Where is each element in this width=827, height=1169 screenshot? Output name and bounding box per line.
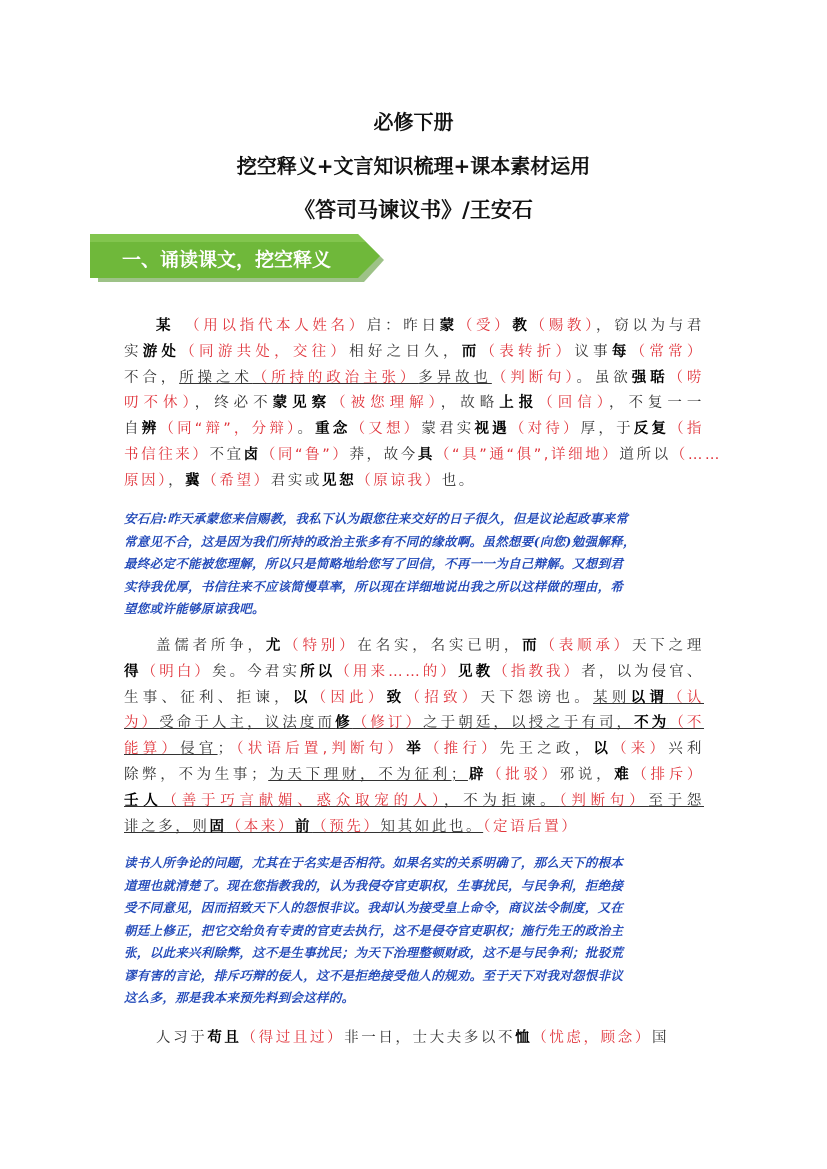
passage-line	[124, 686, 704, 712]
annotation-text: （判断句）	[491, 369, 577, 386]
passage-text: 知其如此也。	[380, 818, 484, 835]
annotation-text: 书信往来）	[124, 446, 210, 463]
translation-line: 读书人所争论的问题，尤其在于名实是否相符。如果名实的关系明确了，那么天下的根本	[124, 855, 624, 870]
keyword-text: 卤	[243, 446, 261, 463]
keyword-text: 上报	[499, 395, 539, 412]
passage-text: 至于怨	[648, 792, 704, 809]
keyword-text: 见教	[458, 663, 494, 680]
annotation-text: （来）	[612, 741, 669, 758]
keyword-text: 教	[512, 318, 531, 334]
keyword-text: 得	[124, 663, 142, 680]
keyword-text: 以	[593, 741, 613, 758]
passage-text: 多异故也	[418, 369, 492, 386]
annotation-text: 叨不休）	[124, 395, 195, 412]
passage-text: 。虽欲	[576, 369, 632, 386]
translation-paragraph-2	[124, 852, 709, 1010]
passage-text: 之于朝廷，以授之于有司，	[423, 715, 635, 732]
passage-text: 国	[651, 1030, 670, 1046]
passage-line	[124, 660, 704, 686]
passage-line	[124, 469, 704, 495]
passage-text: 天下之理	[631, 638, 704, 654]
translation-line: 道理也就清楚了。现在您指教我的，认为我侵夺官吏职权，生事扰民，与民争利，拒绝接	[124, 877, 624, 893]
annotation-text: （“具”通“俱”,详细地）	[434, 446, 620, 463]
annotation-text: （特别）	[284, 638, 358, 654]
passage-text: 道所以	[619, 446, 671, 463]
passage-text: ，终必不	[194, 395, 273, 412]
passage-text: ，故略	[440, 395, 500, 412]
keyword-text: 以	[292, 689, 312, 706]
annotation-text: （又想）	[350, 421, 422, 438]
keyword-text: 以谓	[630, 689, 669, 706]
passage-text: 者，以为侵官、	[581, 663, 704, 680]
passage-text: 。	[297, 421, 316, 438]
passage-line	[124, 366, 704, 392]
annotation-text: （指	[669, 421, 704, 438]
passage-line	[124, 443, 723, 469]
passage-text: 为天下理财，不为征利；	[268, 766, 468, 783]
passage-text: 人习于	[156, 1030, 208, 1046]
annotation-text: （希望）	[202, 472, 271, 489]
translation-line: 最终必定不能被您理解，所以只是简略地给您写了回信，不再一一为自己辩解。又想到君	[124, 556, 624, 571]
annotation-text: （认	[668, 689, 704, 706]
keyword-text: 辟	[467, 766, 488, 783]
annotation-text: （招致）	[405, 689, 481, 706]
keyword-text: 不为	[634, 715, 670, 732]
passage-text: 所操之术	[179, 369, 253, 386]
annotation-text: （原谅我）	[356, 472, 442, 489]
annotation-text: （推行）	[424, 741, 500, 758]
passage-text: 议事	[574, 343, 612, 360]
passage-text: 自	[124, 421, 142, 438]
passage-text: 莽，故今	[349, 446, 418, 463]
translation-line: 常意见不合，这是因为我们所持的政治主张多有不同的缘故啊。虽然想要(向您)勉强解释，	[124, 533, 636, 549]
keyword-text: 苟且	[207, 1030, 242, 1046]
translation-line: 谬有害的言论，排斥巧辩的佞人，这不是拒绝接受他人的规劝。至于天下对我对怨恨非议	[124, 967, 624, 983]
annotation-text: （定语后置）	[483, 818, 579, 835]
annotation-text: （用来……的）	[335, 663, 459, 680]
annotation-text: （……	[670, 446, 723, 463]
keyword-text: 尤	[265, 638, 285, 654]
annotation-text: （不	[669, 715, 705, 732]
keyword-text: 而	[522, 638, 541, 654]
passage-text: 先王之政，	[499, 741, 594, 758]
passage-text: 受命于人主，议法度而	[159, 715, 336, 732]
translation-paragraph-1	[124, 508, 709, 621]
translation-line: 望您或许能够原谅我吧。	[124, 601, 265, 616]
translation-line: 这么多，那是我本来预先料到会这样的。	[124, 990, 355, 1005]
section-banner	[90, 230, 382, 284]
annotation-text: （同“鲁”）	[260, 446, 350, 463]
annotation-text: 能算）	[124, 741, 181, 758]
passage-text: ，窃以为与君	[596, 318, 705, 334]
annotation-text: （明白）	[141, 663, 213, 680]
page-title-work: 《答司马谏议书》/王安石	[294, 198, 533, 222]
keyword-text: 恤	[515, 1030, 533, 1046]
keyword-text: 而	[461, 343, 481, 360]
annotation-text: （因此）	[311, 689, 387, 706]
passage-line	[124, 314, 704, 340]
passage-text: 兴利	[668, 741, 705, 758]
keyword-text: 举	[406, 741, 425, 758]
passage-line	[124, 340, 704, 366]
keyword-text: 前	[295, 818, 313, 835]
passage-line	[124, 711, 704, 737]
annotation-text: （用以指代本人姓名）	[192, 318, 367, 334]
annotation-text: （善于巧言献媚、惑众取宠的人）	[162, 792, 444, 809]
keyword-text: 致	[386, 689, 406, 706]
annotation-text: （对待）	[509, 421, 581, 438]
keyword-text: 所以	[300, 663, 336, 680]
annotation-text: （批驳）	[487, 766, 560, 783]
passage-text: 相好之日久，	[349, 343, 462, 360]
annotation-text: （判断句）	[559, 792, 649, 809]
passage-text: 也。	[441, 472, 476, 489]
keyword-text: 视遇	[474, 421, 510, 438]
passage-text: 除弊，不为生事；	[124, 766, 269, 783]
annotation-text: （表转折）	[480, 343, 575, 360]
annotation-text: （预先）	[312, 818, 381, 835]
keyword-text: 反复	[633, 421, 670, 438]
annotation-text: （受）	[457, 318, 513, 334]
passage-text: ；	[217, 741, 235, 758]
annotation-text: 原因）	[124, 472, 169, 489]
passage-line	[124, 391, 704, 417]
passage-text: 不宜	[209, 446, 244, 463]
keyword-text: 某	[156, 318, 175, 334]
annotation-text: （排斥）	[632, 766, 704, 783]
keyword-text: 冀	[185, 472, 203, 489]
passage-line	[124, 789, 704, 815]
annotation-text: （忧虑，顾念）	[532, 1030, 652, 1046]
annotation-text: （回信）	[538, 395, 609, 412]
translation-line: 安石启:昨天承蒙您来信赐教，我私下认为跟您往来交好的日子很久，但是议论起政事来常	[124, 511, 629, 526]
annotation-text: （常常）	[630, 343, 704, 360]
annotation-text: （指教我）	[493, 663, 582, 680]
annotation-text: （修订）	[352, 715, 424, 732]
keyword-text: 强聒	[631, 369, 669, 386]
passage-line	[124, 417, 704, 443]
passage-text: 盖儒者所争，	[156, 638, 266, 654]
passage-line	[124, 815, 704, 841]
passage-text: 启：昨日	[366, 318, 440, 334]
passage-line	[124, 1026, 704, 1052]
passage-text: 某则	[593, 689, 631, 706]
passage-text: 不合，	[124, 369, 180, 386]
passage-text: ，不复一一	[608, 395, 704, 412]
keyword-text: 难	[614, 766, 633, 783]
annotation-text: （所持的政治主张）	[252, 369, 419, 386]
passage-text: 生事、征利、拒谏，	[124, 689, 293, 706]
page-title-topic: 挖空释义+文言知识梳理+课本素材运用	[236, 154, 591, 178]
passage-line	[124, 737, 704, 763]
keyword-text: 游处	[142, 343, 181, 360]
translation-line: 受不同意见，因而招致天下人的怨恨非议。我却认为接受皇上命令，商议法令制度，又在	[124, 900, 624, 915]
passage-text	[174, 318, 192, 334]
keyword-text: 蒙见察	[272, 395, 332, 412]
passage-text: ，	[168, 472, 186, 489]
annotation-text: （同“辩”，分辩）	[159, 421, 298, 438]
annotation-text: （状语后置,判断句）	[234, 741, 407, 758]
annotation-text: （表顺承）	[540, 638, 632, 654]
passage-text: 诽之多，则	[124, 818, 210, 835]
annotation-text: 为）	[124, 715, 160, 732]
keyword-text: 重念	[315, 421, 351, 438]
keyword-text: 每	[611, 343, 631, 360]
passage-paragraph-3	[124, 1026, 704, 1052]
annotation-text: （同游共处，交往）	[180, 343, 350, 360]
annotation-text: （本来）	[226, 818, 296, 835]
passage-text: 侵官	[180, 741, 218, 758]
passage-text: 君实或	[270, 472, 322, 489]
passage-paragraph-2	[124, 634, 704, 840]
passage-text: 在名实，名实已明，	[357, 638, 523, 654]
page-title-volume: 必修下册	[373, 110, 454, 134]
keyword-text: 壬人	[124, 792, 163, 809]
keyword-text: 辨	[141, 421, 160, 438]
passage-line	[124, 634, 704, 660]
passage-text: 邪说，	[559, 766, 615, 783]
passage-text: 非一日，士大夫多以不	[344, 1030, 516, 1046]
translation-line: 张，以此来兴利除弊，这不是生事扰民；为天下治理整顿财政，这不是与民争利；批驳荒	[124, 945, 624, 960]
passage-paragraph-1	[124, 314, 723, 495]
annotation-text: （唠	[668, 369, 704, 386]
passage-text: 蒙君实	[421, 421, 475, 438]
passage-text: ，不为拒谏。	[443, 792, 560, 809]
keyword-text: 固	[209, 818, 227, 835]
translation-line: 实待我优厚，书信往来不应该简慢草率，所以现在详细地说出我之所以这样做的理由，希	[124, 578, 624, 594]
passage-text: 厚，于	[580, 421, 634, 438]
keyword-text: 修	[335, 715, 353, 732]
keyword-text: 具	[417, 446, 435, 463]
annotation-text: （被您理解）	[331, 395, 441, 412]
passage-text: 实	[124, 343, 143, 360]
passage-text: 天下怨谤也。	[480, 689, 594, 706]
keyword-text: 见恕	[322, 472, 357, 489]
passage-text: 矣。今君实	[212, 663, 301, 680]
annotation-text: （赐教）	[530, 318, 597, 334]
translation-line: 朝廷上修正，把它交给负有专责的官吏去执行，这不是侵夺官吏职权；施行先王的政治主	[124, 922, 624, 938]
keyword-text: 蒙	[439, 318, 458, 334]
passage-line	[124, 763, 704, 789]
annotation-text: （得过且过）	[241, 1030, 345, 1046]
section-title: 一、诵读课文，挖空释义	[122, 249, 332, 271]
